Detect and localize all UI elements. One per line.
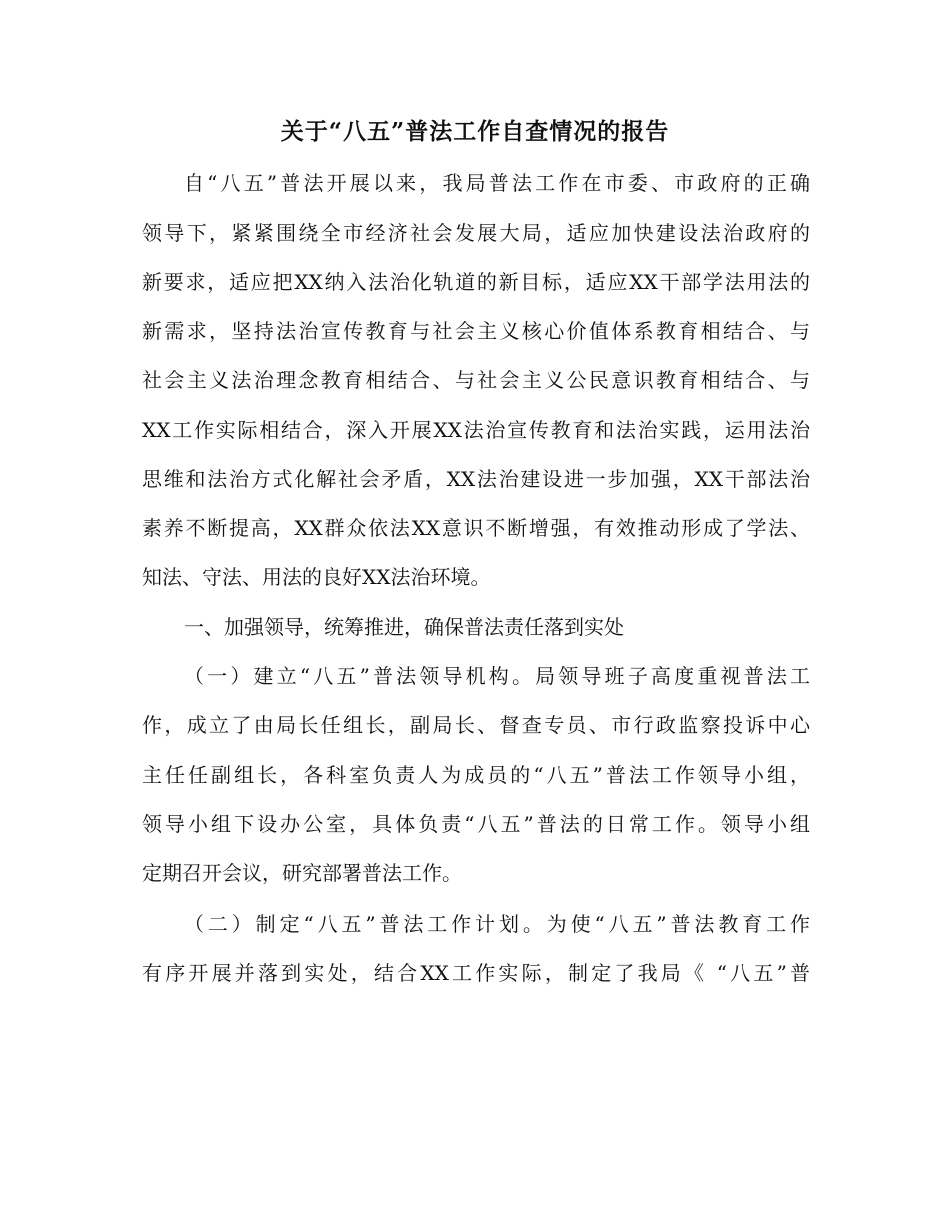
body-text-line: XX工作实际相结合，深入开展XX法治宣传教育和法治实践，运用法治: [142, 418, 810, 442]
body-text-line: 领导下，紧紧围绕全市经济社会发展大局，适应加快建设法治政府的: [142, 221, 810, 245]
body-text-line: （二）制定“八五”普法工作计划。为使“八五”普法教育工作: [184, 912, 810, 936]
body-text-line: 新需求，坚持法治宣传教育与社会主义核心价值体系教育相结合、与: [142, 319, 810, 343]
body-text-line: 有序开展并落到实处，结合XX工作实际，制定了我局《 “八五”普: [142, 961, 810, 985]
body-text-line: 领导小组下设办公室，具体负责“八五”普法的日常工作。领导小组: [142, 812, 810, 836]
document-title: 关于“八五”普法工作自查情况的报告: [280, 118, 670, 145]
body-text-line: 社会主义法治理念教育相结合、与社会主义公民意识教育相结合、与: [142, 368, 810, 392]
body-text-line: 一、加强领导，统筹推进，确保普法责任落到实处: [184, 615, 624, 639]
body-text-line: 自“八五”普法开展以来，我局普法工作在市委、市政府的正确: [184, 171, 810, 195]
body-text-line: 素养不断提高，XX群众依法XX意识不断增强，有效推动形成了学法、: [142, 516, 810, 540]
body-text-line: 知法、守法、用法的良好XX法治环境。: [142, 565, 491, 589]
body-text-line: 主任任副组长，各科室负责人为成员的“八五”普法工作领导小组，: [142, 763, 810, 787]
body-text-line: 作，成立了由局长任组长，副局长、督查专员、市行政监察投诉中心: [142, 713, 810, 737]
body-text-line: 思维和法治方式化解社会矛盾，XX法治建设进一步加强，XX干部法治: [142, 467, 810, 491]
body-text-line: （一）建立“八五”普法领导机构。局领导班子高度重视普法工: [184, 664, 810, 688]
body-text-line: 定期召开会议，研究部署普法工作。: [142, 861, 462, 885]
body-text-line: 新要求，适应把XX纳入法治化轨道的新目标，适应XX干部学法用法的: [142, 270, 810, 294]
